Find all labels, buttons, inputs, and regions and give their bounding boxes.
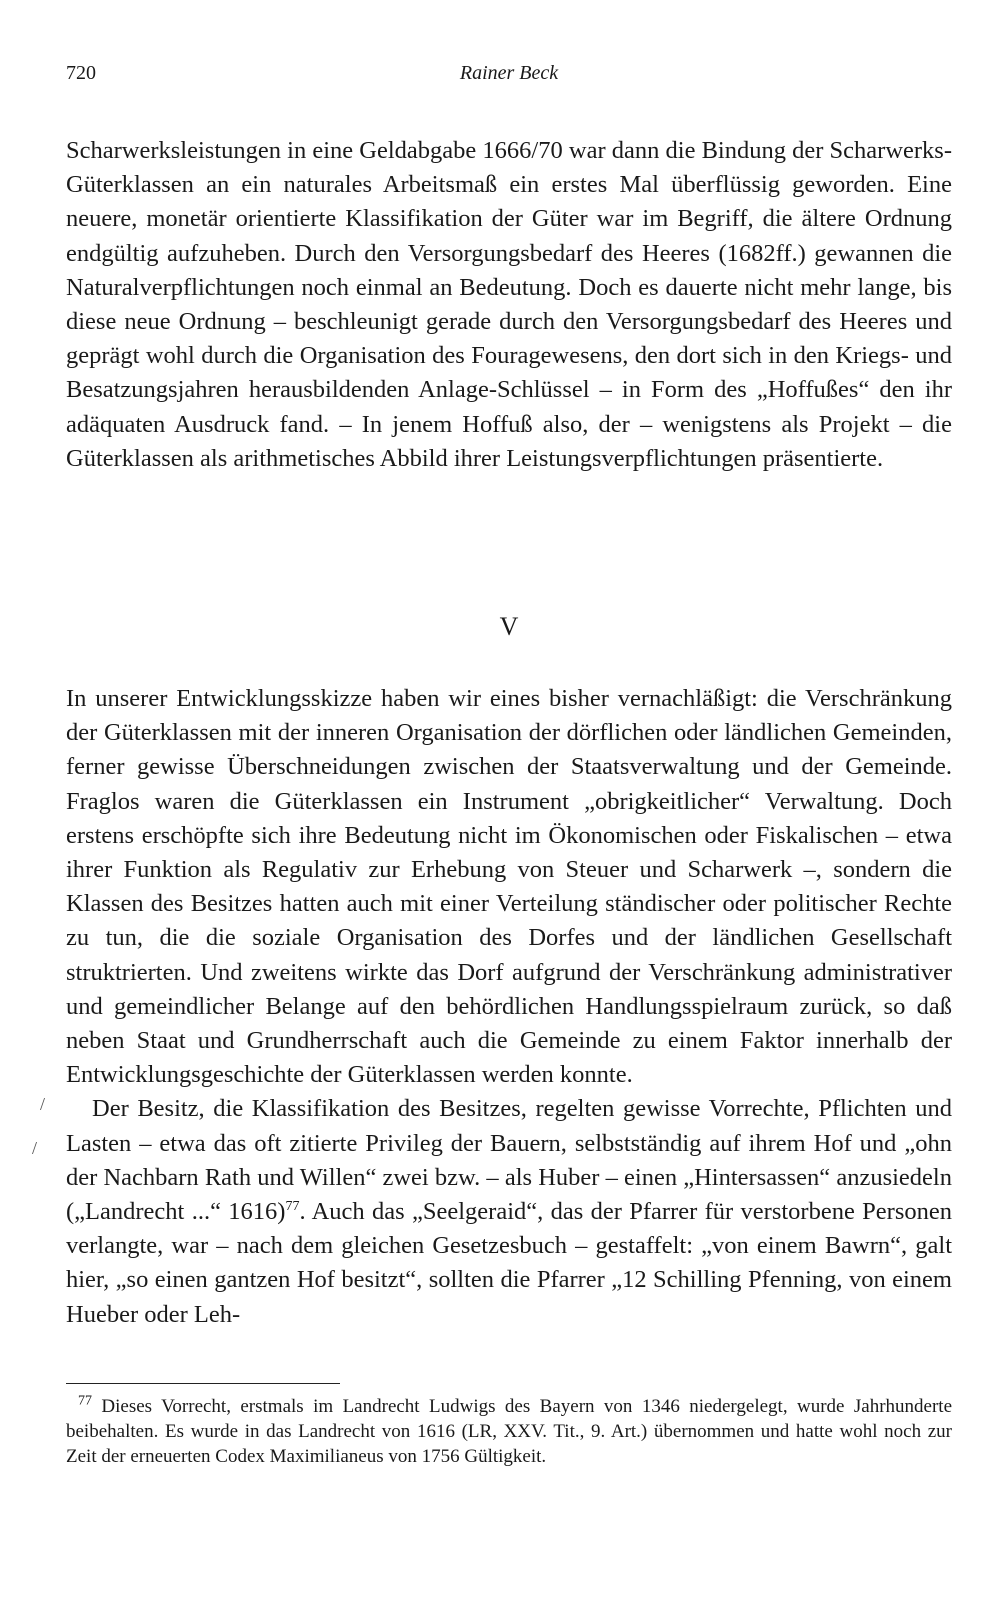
paragraph: In unserer Entwicklungsskizze haben wir eines bisher vernachläßigt: die Verschränkung der Güterklassen mit der inneren Organisation der dörflichen oder ländlichen Gemeinden, ferner gewisse Überschneidungen zwischen der Staatsverwaltung und der Gemeinde. Fraglos waren die Güterklassen ein Instrument „obrigkeitlicher“ Verwaltung. Doch erstens erschöpfte sich ihre Bedeutung nicht im Ökonomischen oder Fiskalischen – etwa ihrer Funktion als Regulativ zur Erhebung von Steuer und Scharwerk –, sondern die Klassen des Besitzes hatten auch mit einer Verteilung ständischer oder politischer Rechte zu tun, die die soziale Organisation des Dorfes und der ländlichen Gesellschaft struktrierten. Und zweitens wirkte das Dorf aufgrund der Verschränkung administrativer und gemeindlicher Belange auf den behördlichen Handlungsspielraum zurück, so daß neben Staat und Grundherrschaft auch die Gemeinde zu einem Faktor innerhalb der Entwicklungsgeschichte der Güterklassen werden konnte.	[66, 685, 952, 1089]
paragraph	[66, 1092, 952, 1331]
paragraph-text: Der Besitz, die Klassifikation des Besitzes, regelten gewisse Vorrechte, Pflichten und Lasten – etwa das oft zitierte Privileg der Bauern, selbstständig auf ihrem Hof und „ohn der Nachbarn Rath und Willen“ zwei bzw. – als Huber – einen „Hintersassen“ anzusiedeln („Landrecht ...“ 1616)	[66, 1095, 952, 1226]
body-text-section	[66, 682, 952, 1332]
paragraph: Scharwerksleistungen in eine Geldabgabe 1666/70 war dann die Bindung der Scharwerks-Güterklassen an ein naturales Arbeitsmaß ein erstes Mal überflüssig geworden. Eine neuere, monetär orientierte Klassifikation der Güter war im Begriff, die ältere Ordnung endgültig aufzuheben. Durch den Versorgungsbedarf des Heeres (1682ff.) gewannen die Naturalverpflichtungen noch einmal an Bedeutung. Doch es dauerte nicht mehr lange, bis diese neue Ordnung – beschleunigt gerade durch den Versorgungsbedarf des Heeres und geprägt wohl durch die Organisation des Fouragewesens, den dort sich in den Kriegs- und Besatzungsjahren herausbildenden Anlage-Schlüssel – in Form des „Hoffußes“ den ihr adäquaten Ausdruck fand. – In jenem Hoffuß also, der – wenigstens als Projekt – die Güterklassen als arithmetisches Abbild ihrer Leistungsverpflichtungen präsentierte.	[66, 137, 952, 472]
footnote-number: 77	[78, 1393, 92, 1409]
footnote-reference[interactable]: 77	[285, 1198, 300, 1214]
margin-mark: /	[32, 1138, 38, 1158]
footnote	[66, 1394, 952, 1469]
footnotes	[66, 1394, 952, 1469]
running-head-author: Rainer Beck	[459, 62, 559, 84]
paragraph-text: . Auch das „Seelgeraid“, das der Pfarrer für verstorbene Personen verlangte, war – nach dem gleichen Gesetzesbuch – gestaffelt: „von einem Bawrn“, galt hier, „so einen gantzen Hof besitzt“, sollten die Pfarrer „12 Schilling Pfenning, von einem Hueber oder Leh-	[66, 1198, 952, 1328]
section-heading: V	[499, 612, 519, 641]
footnote-divider	[66, 1383, 340, 1384]
margin-mark: /	[40, 1094, 46, 1114]
footnote-text: Dieses Vorrecht, erstmals im Landrecht Ludwigs des Bayern von 1346 niedergelegt, wurde Jahrhunderte beibehalten. Es wurde in das Landrecht von 1616 (LR, XXV. Tit., 9. Art.) übernommen und hatte wohl noch zur Zeit der erneuerten Codex Maximilianeus von 1756 Gültigkeit.	[66, 1396, 952, 1467]
running-head	[66, 62, 952, 92]
page-number: 720	[66, 62, 96, 84]
body-text-top	[66, 134, 952, 476]
